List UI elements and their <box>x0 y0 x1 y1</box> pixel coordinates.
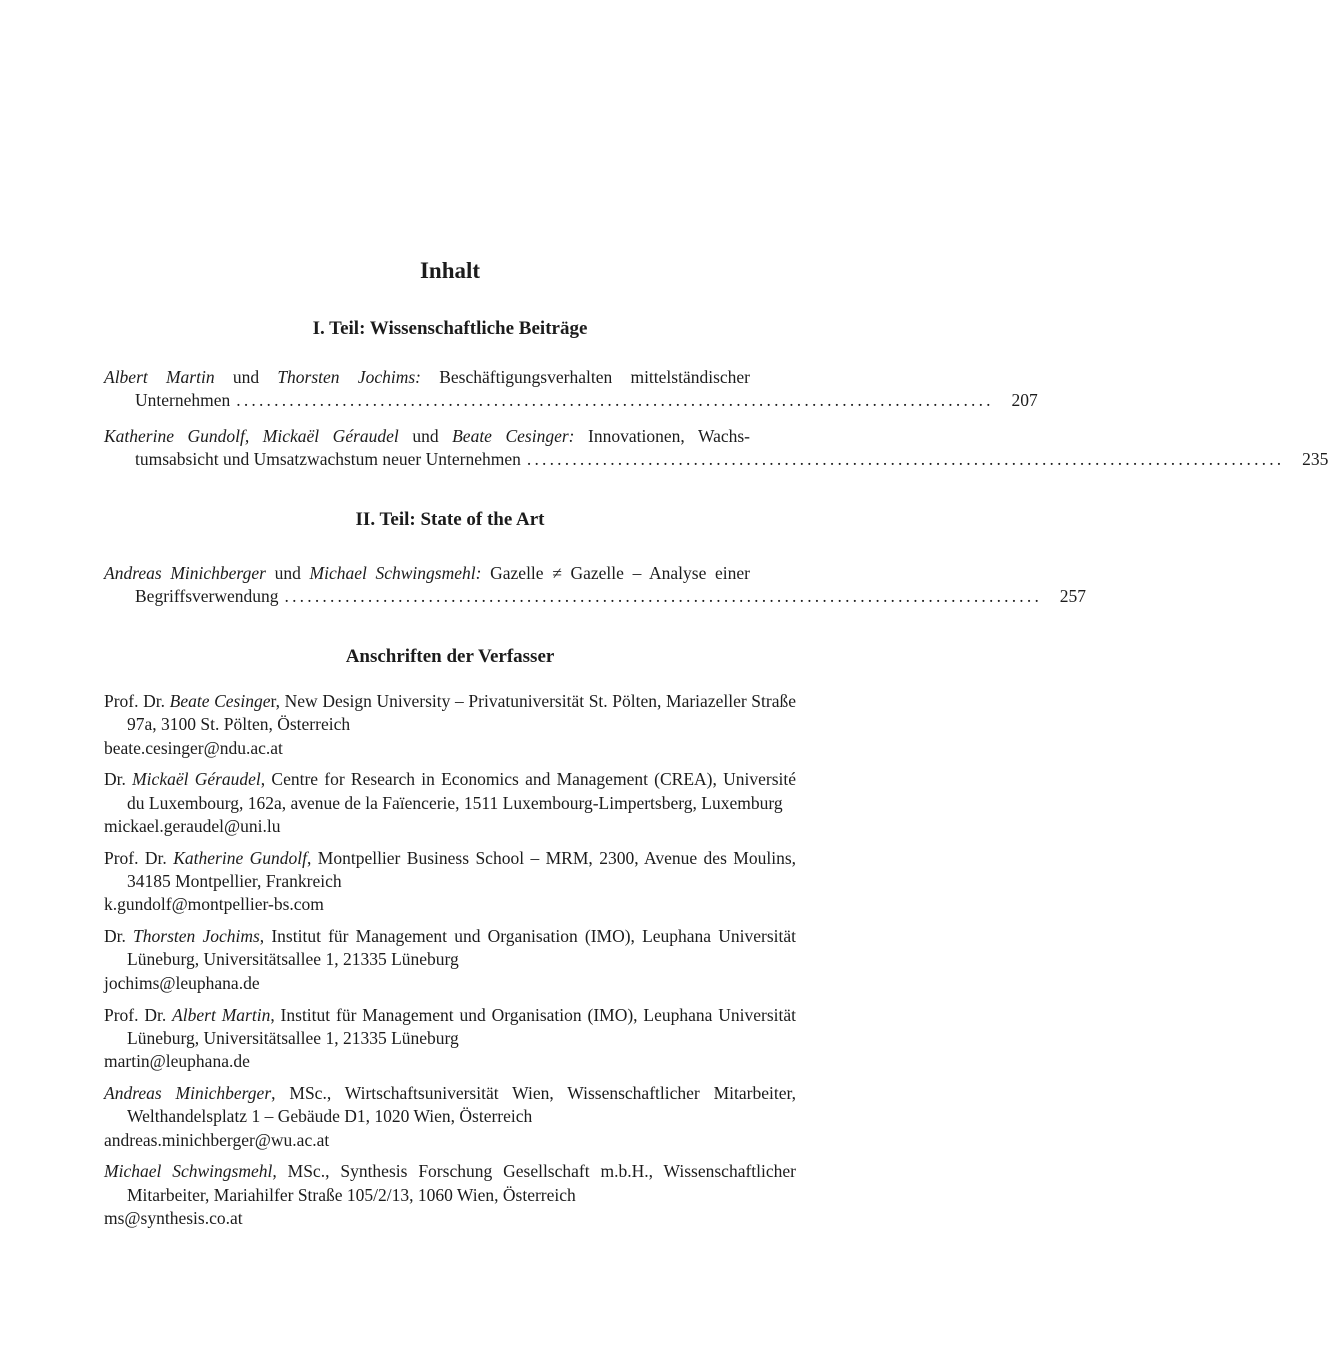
address-text: , Centre for Research in Economics and Management (CREA), Université du Luxembourg, 162a, avenue de la Faïencerie, 1511 Luxembourg-Limpertsberg, Luxemburg <box>127 769 797 813</box>
toc-entry-line1 <box>104 366 750 389</box>
toc-author: Michael Schwingsmehl: <box>309 563 482 583</box>
address-entry <box>104 768 796 838</box>
toc-entry-line2 <box>104 389 1038 412</box>
address-entry <box>104 925 796 995</box>
toc-author: Andreas Minichberger <box>104 563 266 583</box>
toc-leader-dots: .................................................................................................... <box>236 390 994 410</box>
address-text: , Institut für Management und Organisation (IMO), Leuphana Universität Lüneburg, Universitätsallee 1, 21335 Lüneburg <box>127 1004 797 1048</box>
toc-entry-line2 <box>104 585 1087 608</box>
address-entry <box>104 847 796 917</box>
toc-entry-line1 <box>104 425 750 448</box>
address-prefix: Dr. <box>104 769 133 790</box>
toc-title-rest: Begriffsverwendung <box>135 586 279 606</box>
toc-author: Beate Cesinger: <box>452 426 575 446</box>
toc-conjunction: und <box>265 563 310 583</box>
address-entry <box>104 1004 796 1074</box>
toc-page-number: 257 <box>1059 586 1087 606</box>
address-prefix: Prof. Dr. <box>104 691 170 711</box>
address-name: Mickaël Géraudel <box>132 769 261 790</box>
address-text: , New Design University – Privatuniversität St. Pölten, Mariazeller Straße 97a, 3100 St. Pölten, Österreich <box>127 691 797 735</box>
toc-author: Thorsten Jochims: <box>277 367 421 387</box>
toc-leader-dots: .................................................................................................... <box>526 449 1285 469</box>
address-email[interactable]: jochims@leuphana.de <box>104 972 260 993</box>
address-entry <box>104 1082 796 1152</box>
part1-heading: I. Teil: Wissenschaftliche Beiträge <box>312 318 588 339</box>
toc-title-rest: Unternehmen <box>135 390 231 410</box>
toc-page-number: 207 <box>1011 390 1038 410</box>
toc-entry-2[interactable] <box>104 425 1328 471</box>
address-entry <box>104 1160 796 1230</box>
address-name: Albert Martin <box>172 1004 271 1025</box>
toc-title-start: Gazelle ≠ Gazelle – Analyse einer <box>481 563 751 583</box>
page-title: Inhalt <box>419 258 481 283</box>
address-name: Beate Cesinge <box>169 691 271 711</box>
address-email[interactable]: beate.cesinger@ndu.ac.at <box>104 737 283 758</box>
toc-page-number: 235 <box>1302 449 1328 469</box>
address-text: , MSc., Wirtschaftsuniversität Wien, Wissenschaftlicher Mitarbeiter, Welthandelsplatz 1 – Gebäude D1, 1020 Wien, Österreich <box>127 1082 796 1127</box>
toc-title-start: Innovationen, Wachs- <box>574 426 751 446</box>
toc-author: Albert Martin <box>104 367 215 387</box>
toc-conjunction: und <box>398 426 453 446</box>
address-email[interactable]: k.gundolf@montpellier-bs.com <box>104 894 324 915</box>
toc-author: Katherine Gundolf, Mickaël Géraudel <box>104 426 399 446</box>
address-name-suffix: r <box>270 691 276 711</box>
toc-leader-dots: .................................................................................................... <box>284 586 1043 606</box>
address-prefix: Dr. <box>104 926 134 947</box>
toc-entry-line2 <box>104 448 1328 471</box>
address-text: , Institut für Management und Organisation (IMO), Leuphana Universität Lüneburg, Universitätsallee 1, 21335 Lüneburg <box>127 926 797 970</box>
address-email[interactable]: mickael.geraudel@uni.lu <box>104 815 281 836</box>
address-name: Thorsten Jochims <box>133 926 260 947</box>
addresses-heading: Anschriften der Verfasser <box>345 646 555 667</box>
toc-title-rest: tumsabsicht und Umsatzwachstum neuer Unternehmen <box>135 449 521 469</box>
toc-conjunction: und <box>214 367 278 387</box>
address-name: Michael Schwingsmehl, <box>104 1161 277 1182</box>
address-text: , Montpellier Business School – MRM, 2300, Avenue des Moulins, 34185 Montpellier, Frankreich <box>127 847 797 892</box>
address-email[interactable]: ms@synthesis.co.at <box>104 1207 243 1228</box>
address-name: Andreas Minichberger <box>104 1082 272 1103</box>
toc-title-start: Beschäftigungsverhalten mittelständischer <box>420 367 751 387</box>
address-text: MSc., Synthesis Forschung Gesellschaft m.b.H., Wissenschaftlicher Mitarbeiter, Mariahilfer Straße 105/2/13, 1060 Wien, Österreich <box>127 1161 796 1205</box>
part2-heading: II. Teil: State of the Art <box>355 509 545 530</box>
address-prefix: Prof. Dr. <box>104 847 174 868</box>
toc-entry-3[interactable] <box>104 562 1087 608</box>
address-name: Katherine Gundolf <box>173 847 307 868</box>
address-email[interactable]: martin@leuphana.de <box>104 1051 250 1072</box>
address-list <box>104 690 796 1239</box>
toc-entry-line1 <box>104 562 750 585</box>
address-prefix: Prof. Dr. <box>104 1004 173 1025</box>
address-entry <box>104 690 796 760</box>
toc-entry-1[interactable] <box>104 366 1038 412</box>
address-email[interactable]: andreas.minichberger@wu.ac.at <box>104 1129 330 1150</box>
